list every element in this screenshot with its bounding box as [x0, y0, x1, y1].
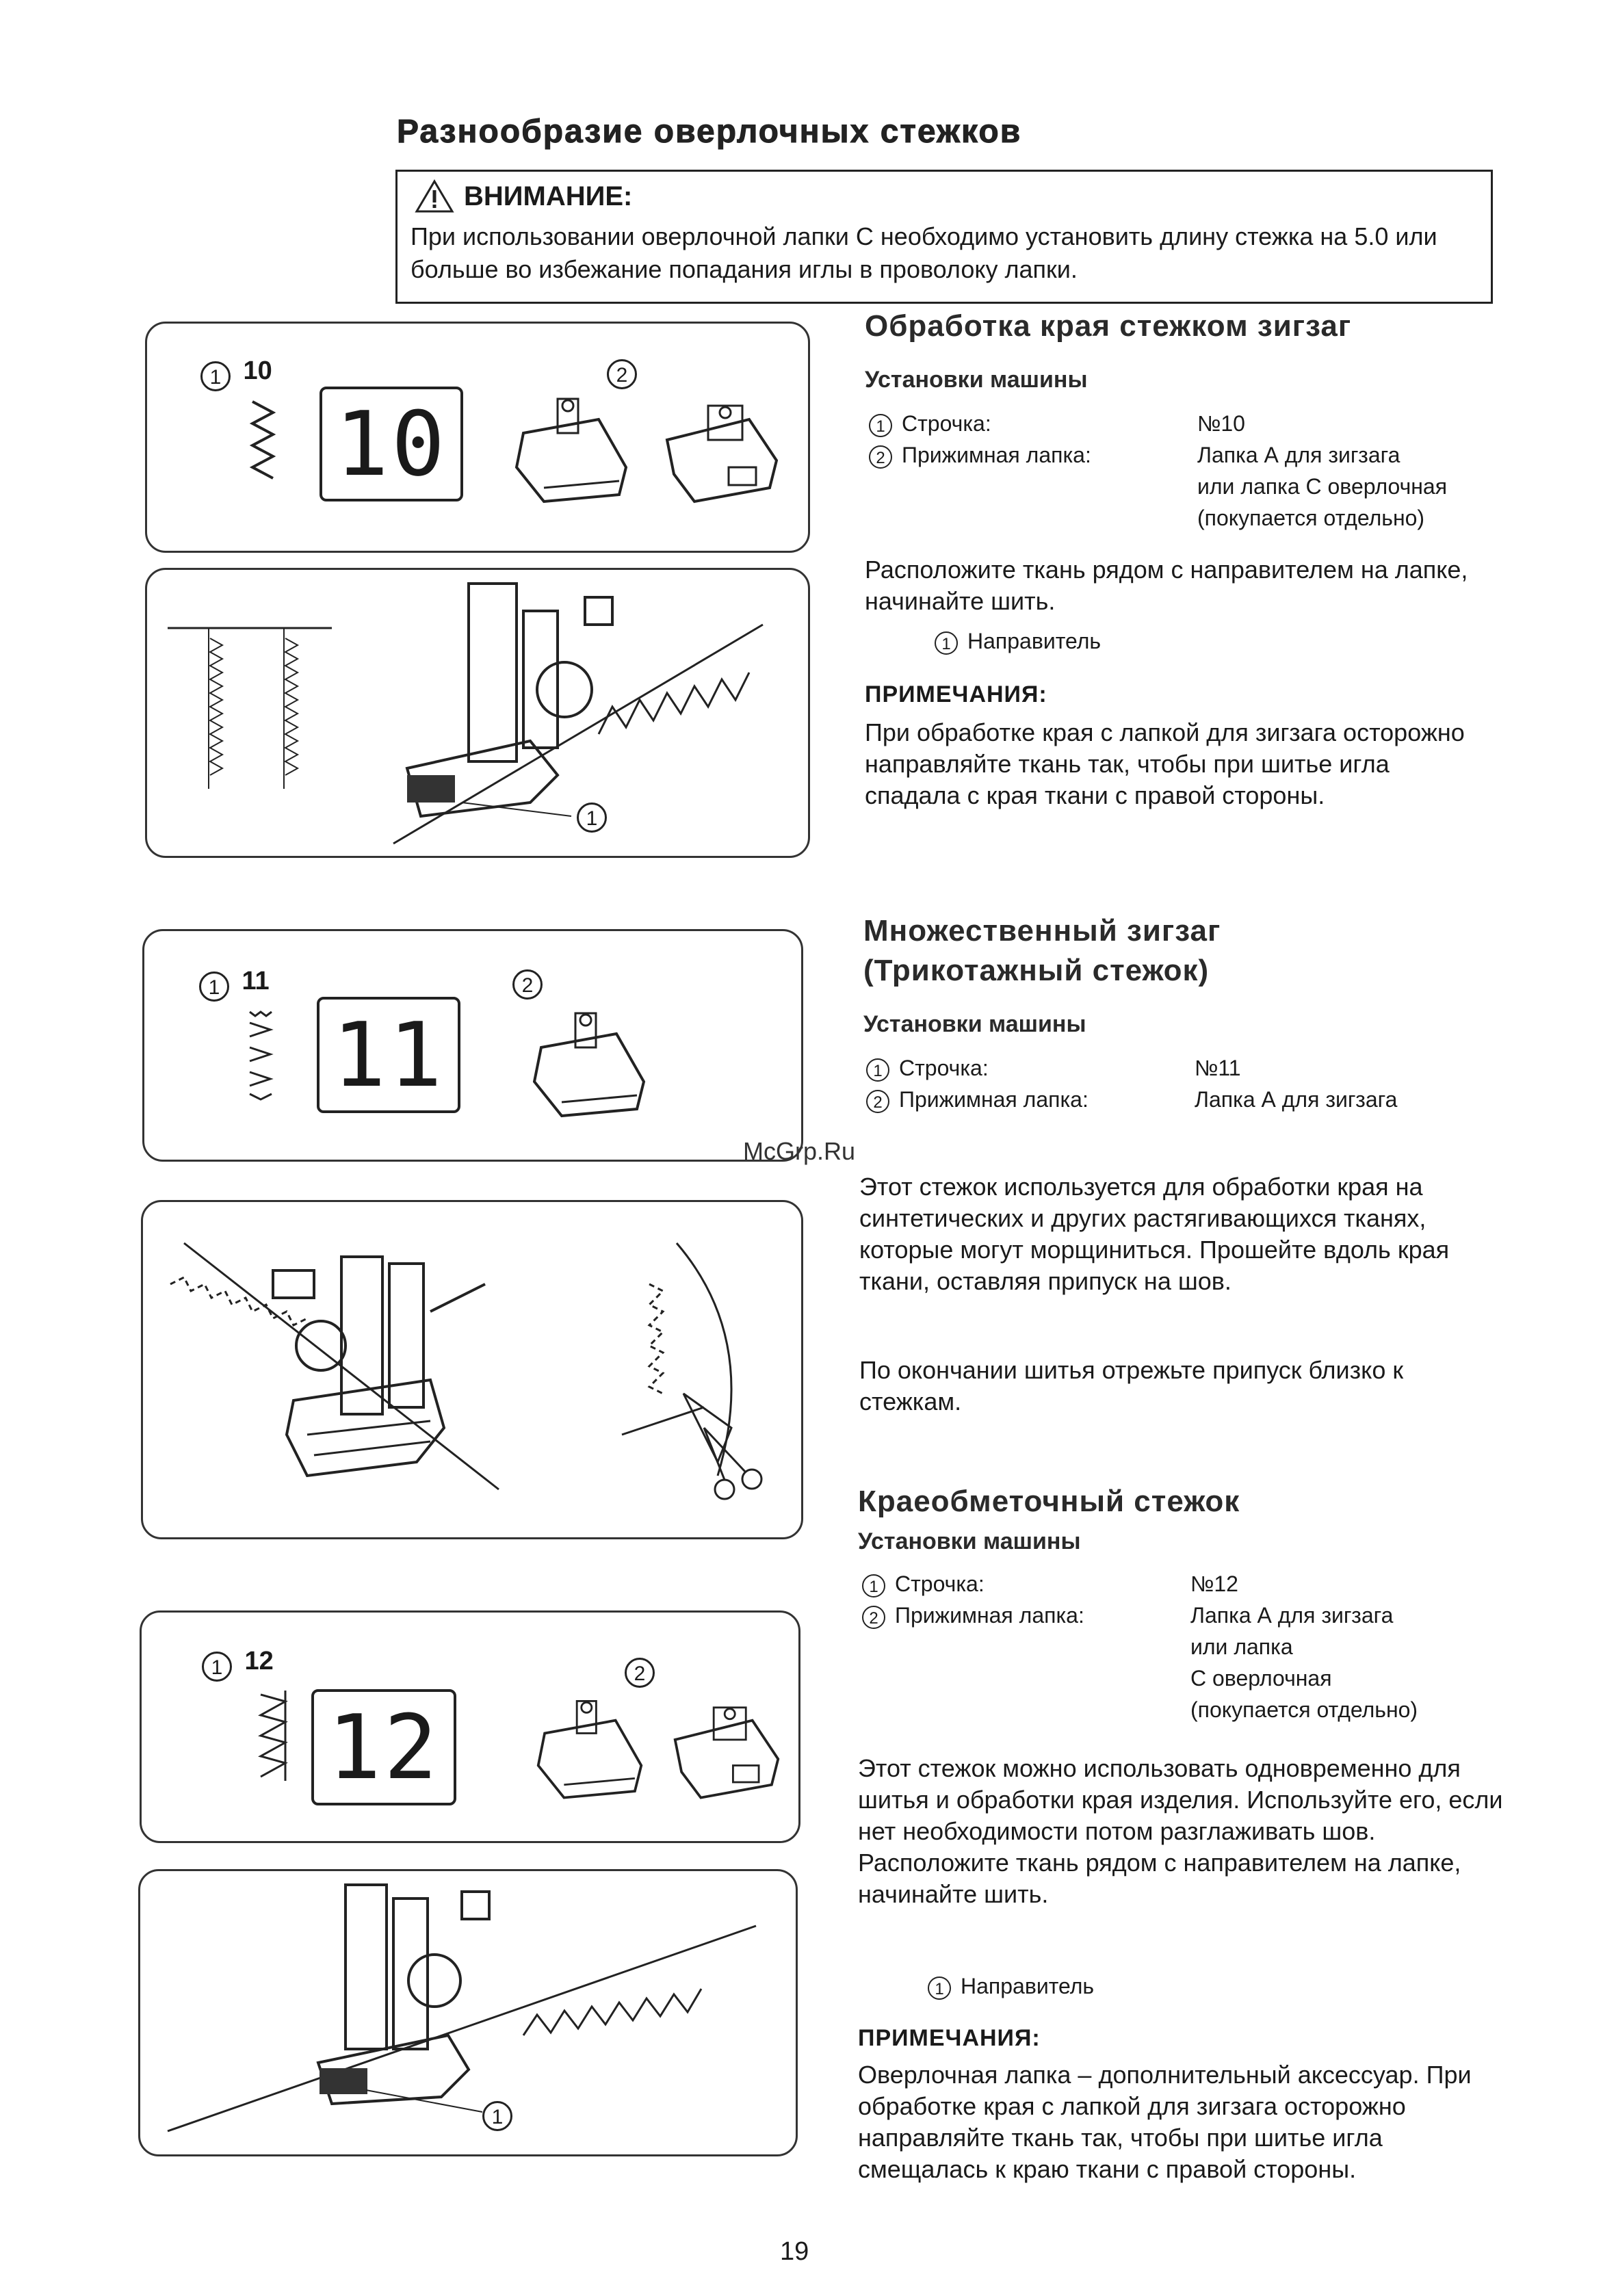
guide-number: 1 — [928, 1977, 951, 2000]
stitch-panel-12 — [140, 1610, 800, 1843]
warning-heading — [415, 179, 632, 213]
setting-label: Прижимная лапка: — [895, 1603, 1084, 1628]
callout-number: 1 — [200, 361, 231, 391]
setting-label: Строчка: — [895, 1571, 985, 1596]
setting-row-stitch — [862, 1568, 1491, 1600]
multi-zigzag-stitch-icon — [247, 1009, 274, 1105]
setting-label: Строчка: — [899, 1056, 989, 1080]
foot-callout-number: 2 — [607, 359, 637, 389]
watermark: McGrp.Ru — [743, 1137, 856, 1165]
setting-value: или лапка — [1190, 1634, 1293, 1659]
setting-value: С оверлочная — [1190, 1666, 1332, 1691]
section1-heading: Обработка края стежком зигзаг — [865, 309, 1352, 343]
guide-callout-number: 1 — [482, 2101, 512, 2131]
warning-heading-text: ВНИМАНИЕ: — [464, 181, 633, 211]
setting-row-foot — [869, 439, 1485, 534]
lcd-display — [320, 387, 463, 501]
section1-settings-heading: Установки машины — [865, 367, 1088, 393]
setting-value: №11 — [1195, 1056, 1241, 1080]
setting-label: Прижимная лапка: — [902, 443, 1091, 467]
overedge-stitch-icon — [258, 1688, 288, 1784]
zigzag-stitch-icon — [250, 399, 277, 488]
lcd-display — [311, 1689, 456, 1805]
section3-notes: Оверлочная лапка – дополнительный аксессуар. При обработке края с лапкой для зигзага осторожно направляйте ткань так, чтобы при шитье игла смещалась к краю ткани с правой стороны. — [858, 2061, 1472, 2183]
warning-text: При использовании оверлочной лапки С необходимо установить длину стежка на 5.0 или больше во избежание попадания иглы в проволоку лапки. — [410, 222, 1437, 283]
setting-number: 2 — [869, 445, 892, 469]
section2-heading-line1: Множественный зигзаг — [863, 914, 1221, 948]
setting-value: (покупается отдельно) — [1190, 1697, 1418, 1722]
foot-callout-number: 2 — [512, 969, 543, 1000]
section3-text: Этот стежок можно использовать одновременно для шитья и обработки края изделия. Используйте его, если нет необходимости потом разглаживать шов. Расположите ткань рядом с направителем на лапке, начинайте шить. — [858, 1754, 1503, 1908]
page-number: 19 — [780, 2237, 809, 2266]
setting-number: 2 — [862, 1606, 885, 1629]
pattern-number: 12 — [244, 1647, 274, 1675]
section1-notes-heading: ПРИМЕЧАНИЯ: — [865, 681, 1047, 707]
pattern-number: 10 — [243, 356, 272, 385]
guide-callout-number: 1 — [577, 803, 607, 833]
setting-row-stitch — [869, 408, 1485, 439]
stitch-panel-11 — [142, 929, 803, 1162]
setting-number: 1 — [869, 414, 892, 437]
callout-number: 1 — [199, 971, 229, 1002]
illustration-panel-10 — [145, 568, 810, 858]
setting-value: (покупается отдельно) — [1197, 506, 1425, 530]
section1-text: Расположите ткань рядом с направителем на лапке, начинайте шить. — [865, 556, 1468, 615]
section2-text1: Этот стежок используется для обработки края на синтетических и других растягивающихся тканях, которые могут морщиниться. Прошейте вдоль края ткани, оставляя припуск на шов. — [859, 1173, 1450, 1295]
section3-guide — [928, 1970, 1094, 2002]
setting-number: 1 — [862, 1574, 885, 1597]
lcd-value: 11 — [332, 1003, 445, 1107]
setting-value: Лапка А для зигзага — [1190, 1603, 1394, 1628]
lcd-value: 12 — [327, 1695, 441, 1799]
stitch-panel-10 — [145, 322, 810, 553]
setting-value: №12 — [1190, 1571, 1238, 1596]
setting-row-foot — [862, 1600, 1491, 1725]
setting-label: Строчка: — [902, 411, 991, 436]
section2-settings-heading: Установки машины — [863, 1011, 1086, 1037]
page-title: Разнообразие оверлочных стежков — [397, 114, 1022, 150]
lcd-display — [317, 997, 460, 1113]
section1-settings — [869, 408, 1485, 534]
overlock-foot-icon — [653, 392, 790, 508]
section1-notes: При обработке края с лапкой для зигзага осторожно направляйте ткань так, чтобы при шитье игла спадала с края ткани с правой стороны. — [865, 718, 1465, 809]
pattern-number: 11 — [242, 967, 270, 995]
zigzag-foot-icon — [503, 392, 640, 508]
section1-guide — [935, 625, 1101, 657]
section2-settings — [866, 1052, 1482, 1115]
setting-value: Лапка А для зигзага — [1195, 1087, 1398, 1112]
illustration-panel-12 — [138, 1869, 798, 2156]
warning-triangle-icon — [415, 179, 454, 213]
foot-callout-number: 2 — [625, 1658, 655, 1688]
setting-row-foot — [866, 1084, 1482, 1115]
callout-number: 1 — [202, 1652, 232, 1682]
zigzag-edge-illustration — [147, 570, 812, 860]
setting-value: или лапка С оверлочная — [1197, 474, 1448, 499]
guide-label: Направитель — [967, 629, 1102, 653]
zigzag-foot-icon — [525, 1695, 655, 1804]
setting-label: Прижимная лапка: — [899, 1087, 1089, 1112]
zigzag-foot-icon — [521, 1006, 657, 1123]
section2-heading-line2: (Трикотажный стежок) — [863, 954, 1210, 987]
guide-label: Направитель — [961, 1974, 1095, 1998]
setting-number: 2 — [866, 1090, 889, 1113]
overedge-illustration — [140, 1871, 800, 2158]
setting-value: Лапка А для зигзага — [1197, 443, 1400, 467]
section3-settings-heading: Установки машины — [858, 1528, 1081, 1554]
pattern-label — [199, 967, 270, 1002]
pattern-label — [200, 356, 272, 391]
pattern-label — [202, 1647, 274, 1682]
overlock-foot-icon — [662, 1695, 792, 1804]
lcd-value: 10 — [335, 392, 448, 496]
section2-text2: По окончании шитья отрежьте припуск близко к стежкам. — [859, 1356, 1404, 1416]
setting-row-stitch — [866, 1052, 1482, 1084]
section3-settings — [862, 1568, 1491, 1725]
setting-value: №10 — [1197, 411, 1245, 436]
section3-heading: Краеобметочный стежок — [858, 1485, 1240, 1518]
multi-zigzag-illustration — [143, 1202, 805, 1541]
illustration-panel-11 — [141, 1200, 803, 1539]
setting-number: 1 — [866, 1058, 889, 1082]
guide-number: 1 — [935, 631, 958, 655]
section3-notes-heading: ПРИМЕЧАНИЯ: — [858, 2025, 1041, 2051]
